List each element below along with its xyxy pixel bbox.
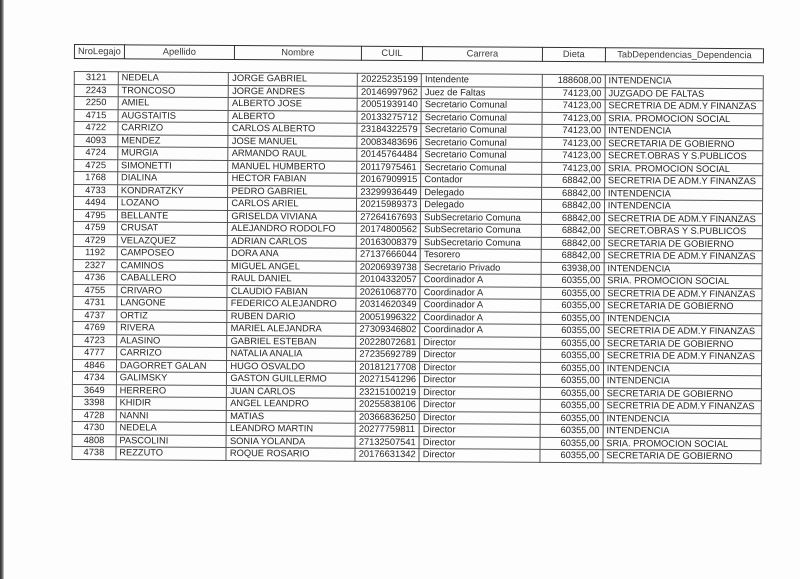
cell-nombre: MANUEL HUMBERTO xyxy=(228,160,357,173)
cell-nombre: ARMANDO RAUL xyxy=(228,147,357,160)
cell-dependencia: SECRETRIA DE ADM.Y FINANZAS xyxy=(604,287,762,300)
cell-carrera: SubSecretario Comuna xyxy=(420,236,541,249)
cell-cuil: 27137666044 xyxy=(356,248,420,261)
cell-dependencia: SECRETARIA DE GOBIERNO xyxy=(604,300,762,313)
cell-nombre: SONIA YOLANDA xyxy=(226,435,355,448)
cell-dependencia: SRIA. PROMOCION SOCIAL xyxy=(603,437,761,450)
cell-dependencia: SECRET.OBRAS Y S.PUBLICOS xyxy=(604,225,762,238)
cell-nombre: DORA ANA xyxy=(228,247,357,260)
cell-dieta: 63938,00 xyxy=(541,262,604,275)
cell-nombre: ALBERTO JOSE xyxy=(229,97,358,110)
cell-cuil: 27309346802 xyxy=(356,323,420,336)
cell-cuil: 20117975461 xyxy=(357,161,421,174)
cell-nombre: NATALIA ANALIA xyxy=(227,347,356,360)
cell-carrera: SubSecretario Comuna xyxy=(421,211,542,224)
cell-dependencia: SECRET.OBRAS Y S.PUBLICOS xyxy=(605,150,763,163)
cell-nombre: MIGUEL ANGEL xyxy=(228,260,357,273)
cell-apellido: RIVERA xyxy=(117,322,228,335)
cell-carrera: Delegado xyxy=(421,199,542,212)
cell-cuil: 20051939140 xyxy=(357,98,421,111)
cell-dependencia: INTENDENCIA xyxy=(604,262,762,275)
cell-cuil: 20163008379 xyxy=(357,236,421,249)
cell-carrera: Director xyxy=(419,436,540,449)
cell-nrolegajo: 4795 xyxy=(73,209,117,222)
cell-nombre: HUGO OSVALDO xyxy=(227,360,356,373)
cell-nrolegajo: 4738 xyxy=(72,446,116,459)
cell-nrolegajo: 1768 xyxy=(74,172,118,185)
cell-carrera: Director xyxy=(419,449,540,462)
cell-carrera: Director xyxy=(420,374,541,387)
cell-apellido: CRUSAT xyxy=(117,222,228,235)
cell-dieta: 74123,00 xyxy=(542,87,605,100)
cell-cuil: 23299936449 xyxy=(357,186,421,199)
header-cuil: CUIL xyxy=(361,46,423,60)
cell-dependencia: SECRETRIA DE ADM.Y FINANZAS xyxy=(605,100,763,113)
cell-carrera: Director xyxy=(420,336,541,349)
cell-dieta: 60355,00 xyxy=(540,337,603,350)
cell-cuil: 20225235199 xyxy=(358,73,422,86)
cell-apellido: KHIDIR xyxy=(116,397,227,410)
cell-nrolegajo: 1192 xyxy=(73,246,117,259)
header-dependencia: TabDependencias_Dependencia xyxy=(606,48,764,63)
cell-cuil: 20261068770 xyxy=(356,286,420,299)
cell-apellido: DIALINA xyxy=(117,172,228,185)
cell-carrera: Contador xyxy=(421,174,542,187)
cell-dependencia: INTENDENCIA xyxy=(603,375,761,388)
cell-cuil: 23184322579 xyxy=(357,123,421,136)
cell-dependencia: SECRETRIA DE ADM.Y FINANZAS xyxy=(603,325,761,338)
cell-carrera: Coordinador A xyxy=(420,299,541,312)
cell-nombre: RAUL DANIEL xyxy=(227,272,356,285)
cell-nrolegajo: 4755 xyxy=(73,284,117,297)
cell-carrera: Coordinador A xyxy=(420,274,541,287)
cell-nrolegajo: 3398 xyxy=(72,396,116,409)
cell-dieta: 74123,00 xyxy=(542,112,605,125)
cell-carrera: Secretario Comunal xyxy=(421,136,542,149)
cell-nrolegajo: 4734 xyxy=(72,371,116,384)
cell-dieta: 60355,00 xyxy=(540,362,603,375)
scan-edge xyxy=(0,0,4,579)
cell-apellido: BELLANTE xyxy=(117,209,228,222)
cell-dependencia: SECRETRIA DE ADM.Y FINANZAS xyxy=(604,250,762,263)
cell-cuil: 27264167693 xyxy=(357,211,421,224)
cell-dieta: 60355,00 xyxy=(540,412,603,425)
cell-carrera: Secretario Comunal xyxy=(421,149,542,162)
cell-cuil: 20146997962 xyxy=(357,86,421,99)
cell-nrolegajo: 4728 xyxy=(72,409,116,422)
cell-nombre: ROQUE ROSARIO xyxy=(226,447,355,460)
cell-nombre: ALBERTO xyxy=(228,110,357,123)
cell-dependencia: SECRETRIA DE ADM.Y FINANZAS xyxy=(603,400,761,413)
cell-dieta: 60355,00 xyxy=(540,387,603,400)
cell-apellido: PASCOLINI xyxy=(116,434,227,447)
cell-nombre: GABRIEL ESTEBAN xyxy=(227,335,356,348)
cell-apellido: CRIVARO xyxy=(117,284,228,297)
cell-nombre: JORGE GABRIEL xyxy=(229,72,358,85)
cell-dieta: 74123,00 xyxy=(542,137,605,150)
cell-carrera: Secretario Comunal xyxy=(421,111,542,124)
cell-nombre: ANGEL LEANDRO xyxy=(227,397,356,410)
cell-apellido: LANGONE xyxy=(117,297,228,310)
cell-dependencia: SECRETRIA DE ADM.Y FINANZAS xyxy=(604,175,762,188)
cell-nrolegajo: 4725 xyxy=(74,159,118,172)
cell-dieta: 68842,00 xyxy=(541,249,604,262)
cell-apellido: DAGORRET GALAN xyxy=(116,359,227,372)
cell-nombre: MARIEL ALEJANDRA xyxy=(227,322,356,335)
cell-cuil: 27132507541 xyxy=(355,436,419,449)
cell-nrolegajo: 4724 xyxy=(74,147,118,160)
cell-dieta: 60355,00 xyxy=(541,299,604,312)
cell-carrera: Intendente xyxy=(421,74,542,87)
cell-carrera: Tesorero xyxy=(420,249,541,262)
cell-dependencia: JUZGADO DE FALTAS xyxy=(605,87,763,100)
cell-apellido: AUGSTAITIS xyxy=(118,109,229,122)
cell-apellido: ALASINO xyxy=(116,334,227,347)
data-table xyxy=(71,71,763,464)
cell-nombre: MATIAS xyxy=(227,410,356,423)
cell-cuil: 20104332057 xyxy=(356,273,420,286)
header-apellido: Apellido xyxy=(124,45,234,60)
cell-nrolegajo: 4759 xyxy=(73,221,117,234)
cell-dieta: 60355,00 xyxy=(541,274,604,287)
cell-apellido: MENDEZ xyxy=(118,134,229,147)
cell-dieta: 60355,00 xyxy=(541,287,604,300)
cell-dependencia: SRIA. PROMOCION SOCIAL xyxy=(605,112,763,125)
cell-nrolegajo: 4777 xyxy=(73,346,117,359)
cell-dieta: 60355,00 xyxy=(540,374,603,387)
cell-apellido: ORTIZ xyxy=(117,309,228,322)
cell-apellido: CARRIZO xyxy=(118,122,229,135)
cell-carrera: Director xyxy=(420,349,541,362)
cell-nrolegajo: 4722 xyxy=(74,122,118,135)
cell-dependencia: SECRETARIA DE GOBIERNO xyxy=(605,137,763,150)
cell-apellido: KONDRATZKY xyxy=(117,184,228,197)
header-carrera: Carrera xyxy=(423,47,542,62)
cell-dependencia: SECRETRIA DE ADM.Y FINANZAS xyxy=(604,212,762,225)
cell-cuil: 20051996322 xyxy=(356,311,420,324)
cell-nrolegajo: 2327 xyxy=(73,259,117,272)
cell-cuil: 20206939738 xyxy=(356,261,420,274)
cell-dependencia: INTENDENCIA xyxy=(604,312,762,325)
cell-carrera: Director xyxy=(419,424,540,437)
cell-cuil: 20255838106 xyxy=(356,398,420,411)
cell-dieta: 60355,00 xyxy=(541,312,604,325)
cell-cuil: 20314620349 xyxy=(356,298,420,311)
cell-dieta: 60355,00 xyxy=(540,424,603,437)
cell-nombre: LEANDRO MARTIN xyxy=(227,422,356,435)
cell-carrera: Secretario Comunal xyxy=(421,124,542,137)
cell-apellido: REZZUTO xyxy=(116,447,227,460)
cell-apellido: CABALLERO xyxy=(117,272,228,285)
cell-nrolegajo: 4808 xyxy=(72,434,116,447)
cell-dependencia: INTENDENCIA xyxy=(604,187,762,200)
cell-cuil: 20181217708 xyxy=(356,361,420,374)
cell-nrolegajo: 3121 xyxy=(74,72,118,85)
cell-nrolegajo: 4729 xyxy=(73,234,117,247)
cell-carrera: Coordinador A xyxy=(420,286,541,299)
cell-cuil: 20167909915 xyxy=(357,173,421,186)
cell-nombre: ADRIAN CARLOS xyxy=(228,235,357,248)
cell-nombre: GASTON GUILLERMO xyxy=(227,372,356,385)
cell-carrera: Secretario Comunal xyxy=(421,161,542,174)
header-table xyxy=(74,44,764,63)
cell-cuil: 20277759811 xyxy=(355,423,419,436)
cell-cuil: 20145764484 xyxy=(357,148,421,161)
cell-dieta: 68842,00 xyxy=(541,174,604,187)
cell-nombre: JOSE MANUEL xyxy=(228,135,357,148)
cell-nombre: FEDERICO ALEJANDRO xyxy=(227,297,356,310)
cell-nrolegajo: 4733 xyxy=(74,184,118,197)
cell-dieta: 74123,00 xyxy=(542,124,605,137)
cell-nrolegajo: 4494 xyxy=(73,197,117,210)
cell-dieta: 188608,00 xyxy=(542,74,605,87)
header-row xyxy=(74,45,763,63)
cell-cuil: 20133275712 xyxy=(357,111,421,124)
cell-dependencia: SECRETARIA DE GOBIERNO xyxy=(603,337,761,350)
cell-apellido: AMIEL xyxy=(118,97,229,110)
cell-apellido: CAMPOSEO xyxy=(117,247,228,260)
cell-carrera: Coordinador A xyxy=(420,311,541,324)
cell-dieta: 74123,00 xyxy=(542,99,605,112)
header-nombre: Nombre xyxy=(234,45,361,60)
cell-apellido: GALIMSKY xyxy=(116,372,227,385)
cell-dieta: 60355,00 xyxy=(540,399,603,412)
cell-dependencia: SECRETARIA DE GOBIERNO xyxy=(603,387,761,400)
cell-carrera: Director xyxy=(419,411,540,424)
cell-nombre: PEDRO GABRIEL xyxy=(228,185,357,198)
cell-dieta: 68842,00 xyxy=(541,237,604,250)
cell-dependencia: SECRETRIA DE ADM.Y FINANZAS xyxy=(603,350,761,363)
scanned-page xyxy=(71,44,764,464)
cell-dieta: 68842,00 xyxy=(541,212,604,225)
cell-dieta: 60355,00 xyxy=(540,349,603,362)
cell-nombre: RUBEN DARIO xyxy=(227,310,356,323)
cell-nrolegajo: 4723 xyxy=(73,334,117,347)
cell-cuil: 27235692789 xyxy=(356,348,420,361)
cell-dieta: 74123,00 xyxy=(542,149,605,162)
cell-nrolegajo: 3649 xyxy=(72,384,116,397)
cell-carrera: Secretario Comunal xyxy=(421,99,542,112)
cell-apellido: NEDELA xyxy=(116,422,227,435)
cell-dependencia: INTENDENCIA xyxy=(603,425,761,438)
cell-nrolegajo: 2250 xyxy=(74,97,118,110)
cell-carrera: Secretario Privado xyxy=(420,261,541,274)
header-dieta: Dieta xyxy=(542,47,606,61)
cell-apellido: SIMONETTI xyxy=(118,159,229,172)
cell-dependencia: SECRETARIA DE GOBIERNO xyxy=(603,450,761,463)
cell-dependencia: INTENDENCIA xyxy=(603,412,761,425)
cell-carrera: Delegado xyxy=(421,186,542,199)
header-nrolegajo: NroLegajo xyxy=(74,45,124,59)
cell-apellido: MURGIA xyxy=(118,147,229,160)
cell-dieta: 60355,00 xyxy=(540,437,603,450)
cell-cuil: 20083483696 xyxy=(357,136,421,149)
cell-nrolegajo: 4715 xyxy=(74,109,118,122)
cell-apellido: LOZANO xyxy=(117,197,228,210)
cell-cuil: 23215100219 xyxy=(356,386,420,399)
cell-apellido: TRONCOSO xyxy=(118,84,229,97)
cell-dependencia: SECRETARIA DE GOBIERNO xyxy=(604,237,762,250)
cell-dieta: 60355,00 xyxy=(540,449,603,462)
cell-nrolegajo: 2243 xyxy=(74,84,118,97)
cell-carrera: Director xyxy=(420,386,541,399)
cell-dieta: 68842,00 xyxy=(541,187,604,200)
cell-carrera: Director xyxy=(419,399,540,412)
cell-cuil: 20176631342 xyxy=(355,448,419,461)
cell-nombre: ALEJANDRO RODOLFO xyxy=(228,222,357,235)
cell-nrolegajo: 4731 xyxy=(73,296,117,309)
cell-apellido: NANNI xyxy=(116,409,227,422)
cell-dieta: 68842,00 xyxy=(541,224,604,237)
cell-dieta: 60355,00 xyxy=(541,324,604,337)
cell-nombre: JUAN CARLOS xyxy=(227,385,356,398)
cell-nrolegajo: 4736 xyxy=(73,271,117,284)
cell-cuil: 20271541296 xyxy=(356,373,420,386)
cell-apellido: NEDELA xyxy=(118,72,229,85)
cell-nombre: HECTOR FABIAN xyxy=(228,172,357,185)
cell-dependencia: INTENDENCIA xyxy=(605,125,763,138)
cell-dependencia: SRIA. PROMOCION SOCIAL xyxy=(604,162,762,175)
cell-nombre: CLAUDIO FABIAN xyxy=(227,285,356,298)
cell-apellido: VELAZQUEZ xyxy=(117,234,228,247)
cell-apellido: HERRERO xyxy=(116,384,227,397)
cell-carrera: Coordinador A xyxy=(420,324,541,337)
cell-nombre: CARLOS ALBERTO xyxy=(228,122,357,135)
data-table-body xyxy=(72,72,763,464)
cell-apellido: CAMINOS xyxy=(117,259,228,272)
cell-carrera: Director xyxy=(420,361,541,374)
cell-nombre: GRISELDA VIVIANA xyxy=(228,210,357,223)
cell-apellido: CARRIZO xyxy=(116,347,227,360)
cell-nrolegajo: 4737 xyxy=(73,309,117,322)
cell-dependencia: INTENDENCIA xyxy=(603,362,761,375)
cell-cuil: 20366836250 xyxy=(355,411,419,424)
cell-cuil: 20215989373 xyxy=(357,198,421,211)
cell-carrera: Juez de Faltas xyxy=(421,86,542,99)
cell-nombre: CARLOS ARIEL xyxy=(228,197,357,210)
cell-cuil: 20228072681 xyxy=(356,336,420,349)
cell-nrolegajo: 4846 xyxy=(72,359,116,372)
cell-nrolegajo: 4730 xyxy=(72,421,116,434)
cell-dieta: 68842,00 xyxy=(541,199,604,212)
cell-dieta: 74123,00 xyxy=(542,162,605,175)
cell-nombre: JORGE ANDRES xyxy=(229,85,358,98)
cell-dependencia: INTENDENCIA xyxy=(605,75,763,88)
cell-nrolegajo: 4769 xyxy=(73,321,117,334)
cell-carrera: SubSecretario Comuna xyxy=(421,224,542,237)
cell-dependencia: INTENDENCIA xyxy=(604,200,762,213)
cell-nrolegajo: 4093 xyxy=(74,134,118,147)
cell-cuil: 20174800562 xyxy=(357,223,421,236)
cell-dependencia: SRIA. PROMOCION SOCIAL xyxy=(604,275,762,288)
